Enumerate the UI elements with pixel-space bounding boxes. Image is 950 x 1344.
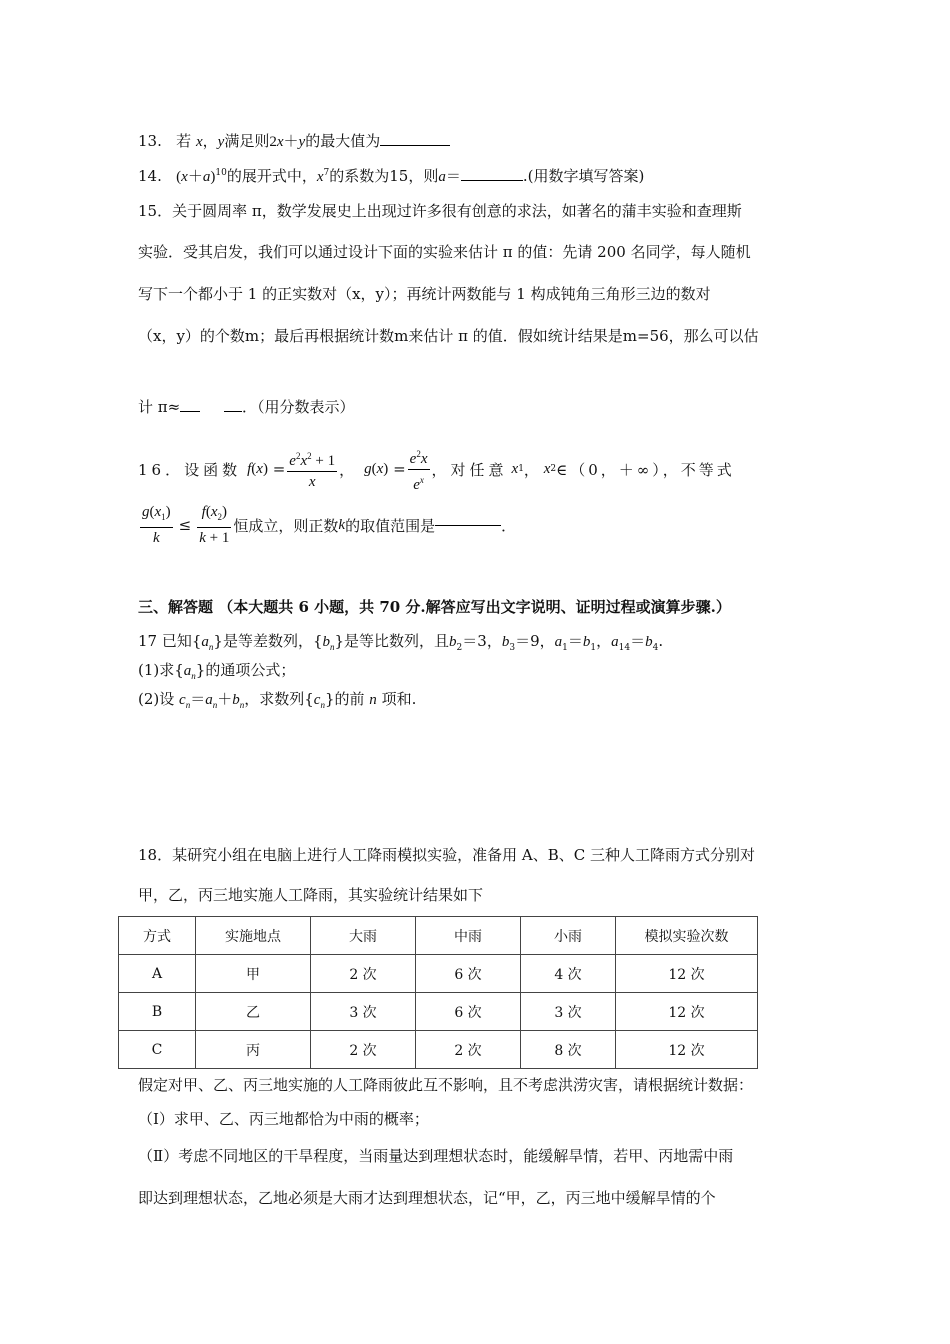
q17-part1-end: }的通项公式；: [195, 661, 296, 679]
q15-line-2: 实验．受其启发，我们可以通过设计下面的实验来估计 π 的值：先请 200 名同学，每人随机: [138, 243, 751, 261]
q18-paragraph-1: 假定对甲、乙、丙三地实施的人工降雨彼此互不影响，且不考虑洪涝灾害，请根据统计数据：: [138, 1076, 754, 1094]
table-header-row: [119, 917, 758, 955]
table-cell: 12 次: [616, 955, 758, 993]
q17-part2: (2)设: [138, 690, 175, 708]
q13-pre: 若: [176, 132, 192, 150]
table-row: [119, 993, 758, 1031]
q17-part1: (1)求{: [138, 661, 184, 679]
q15-hint: ．（用分数表示）: [242, 398, 355, 416]
q13-mid: 满足则: [224, 132, 270, 150]
q14-text1: 的展开式中，: [226, 167, 317, 185]
q16-holds: 恒成立，则正数: [233, 516, 339, 535]
table-header-cell: 模拟实验次数: [616, 917, 758, 955]
table-cell: 3 次: [311, 993, 416, 1031]
table-cell: C: [119, 1031, 196, 1069]
q17-line-3: (2)设 $c_n=a_n+b_n$，求数列$\{c_n\}$的前 n 项和.: [138, 690, 417, 710]
f-fraction: $\frac{e^2x^2 + 1}{x}$: [287, 446, 337, 492]
question-14: 14. $(x+a)^{10}$的展开式中，$x^7$的系数为15，则a＝ .(用数字填写答案): [138, 167, 645, 185]
table-row: [119, 955, 758, 993]
table-header-cell: 实施地点: [196, 917, 311, 955]
q16-intro: 16．设函数: [138, 460, 242, 479]
table-cell: 3 次: [521, 993, 616, 1031]
q18-paragraph-4: 即达到理想状态，乙地必须是大雨才达到理想状态，记“甲，乙，丙三地中缓解旱情的个: [138, 1189, 716, 1207]
table-cell: 丙: [196, 1031, 311, 1069]
table-cell: 2 次: [311, 955, 416, 993]
q17-text-c: }是等比数列，且: [334, 632, 450, 650]
table-row: [119, 1031, 758, 1069]
section-3-heading: 三、解答题 （本大题共 6 小题，共 70 分.解答应写出文字说明、证明过程或演算步骤.）: [138, 598, 731, 616]
q18-paragraph-2: （Ⅰ）求甲、乙、丙三地都恰为中雨的概率；: [138, 1110, 429, 1128]
table-cell: 12 次: [616, 993, 758, 1031]
q17-line-1: 17 已知$\{a_n\}$是等差数列，$\{b_n\}$是等比数列，且$b_2=3$，$b_3=9$，$a_1=b_1$，$a_{14}=b_4$.: [138, 632, 664, 653]
q17-part2-c: }的前: [324, 690, 365, 708]
q15-line-1: 15．关于圆周率 π，数学发展史上出现过许多很有创意的求法，如著名的蒲丰实验和查理斯: [138, 202, 742, 220]
q18-line-1: 18．某研究小组在电脑上进行人工降雨模拟实验，准备用 A、B、C 三种人工降雨方式分别对: [138, 846, 755, 864]
rain-experiment-table: [118, 916, 758, 1069]
question-13: 13. 若 x，y满足则2x＋y的最大值为: [138, 130, 450, 151]
q17-part2-d: 项和.: [381, 690, 417, 708]
q17-line-2: (1)求$\{a_n\}$的通项公式；: [138, 661, 296, 681]
q14-exponent: 10: [215, 168, 227, 178]
table-cell: 6 次: [416, 993, 521, 1031]
table-header-cell: 小雨: [521, 917, 616, 955]
q17-text-b: }是等差数列，{: [213, 632, 323, 650]
q16-interval: ∈（0，＋∞），不等式: [556, 460, 735, 479]
q15-line-3: 写下一个都小于 1 的正实数对（x，y）；再统计两数能与 1 构成钝角三角形三边的数对: [138, 285, 711, 303]
g-over-k-fraction: $\frac{g(x_1)}{k}$: [142, 504, 171, 546]
table-cell: 8 次: [521, 1031, 616, 1069]
q15-line-4: （x，y）的个数m；最后再根据统计数m来估计 π 的值．假如统计结果是m=56，那么可以估: [138, 327, 759, 345]
table-cell: 6 次: [416, 955, 521, 993]
q17-intro: 17 已知{: [138, 632, 202, 650]
q14-text3: .(用数字填写答案): [522, 167, 645, 185]
table-header-cell: 方式: [119, 917, 196, 955]
g-fraction: $\frac{e^2x}{e^x}$: [408, 444, 430, 495]
table-cell: A: [119, 955, 196, 993]
q16-line-1: 16．设函数 f (x) = $\frac{e^2x^2 + 1}{x}$ ， g (x) = $\frac{e^2x}{e^x}$ ，对任意 x 1 ， x 2 ∈（0，＋∞），不等式: [138, 446, 735, 492]
table-cell: 2 次: [311, 1031, 416, 1069]
table-cell: 4 次: [521, 955, 616, 993]
question-number: 13.: [138, 132, 162, 150]
table-header-cell: 大雨: [311, 917, 416, 955]
question-number: 14.: [138, 167, 162, 185]
q17-part2-b: ，求数列{: [244, 690, 314, 708]
q16-any: ，对任意: [431, 460, 508, 479]
q14-text2: 的系数为15，则: [329, 167, 439, 185]
q16-comma: ，: [339, 460, 355, 479]
q16-end: ．: [501, 516, 517, 535]
table-cell: 2 次: [416, 1031, 521, 1069]
q16-range: 的取值范围是: [345, 516, 436, 535]
table-cell: 12 次: [616, 1031, 758, 1069]
table-cell: 乙: [196, 993, 311, 1031]
q16-line-2: $\frac{g(x_1)}{k}$ ≤ $\frac{f(x_2)}{k + 1}$ 恒成立，则正数 k 的取值范围是 ．: [142, 504, 517, 546]
table-cell: B: [119, 993, 196, 1031]
q15-estimate-label: 计 π≈: [138, 398, 181, 416]
q13-post: 的最大值为: [305, 132, 381, 150]
q18-paragraph-3: （Ⅱ）考虑不同地区的干旱程度，当雨量达到理想状态时，能缓解旱情，若甲、丙地需中雨: [138, 1147, 734, 1165]
q15-line-5: [138, 396, 355, 417]
table-header-cell: 中雨: [416, 917, 521, 955]
f-over-k1-fraction: $\frac{f(x_2)}{k + 1}$: [199, 504, 230, 546]
q18-line-2: 甲，乙，丙三地实施人工降雨，其实验统计结果如下: [138, 886, 484, 904]
table-cell: 甲: [196, 955, 311, 993]
